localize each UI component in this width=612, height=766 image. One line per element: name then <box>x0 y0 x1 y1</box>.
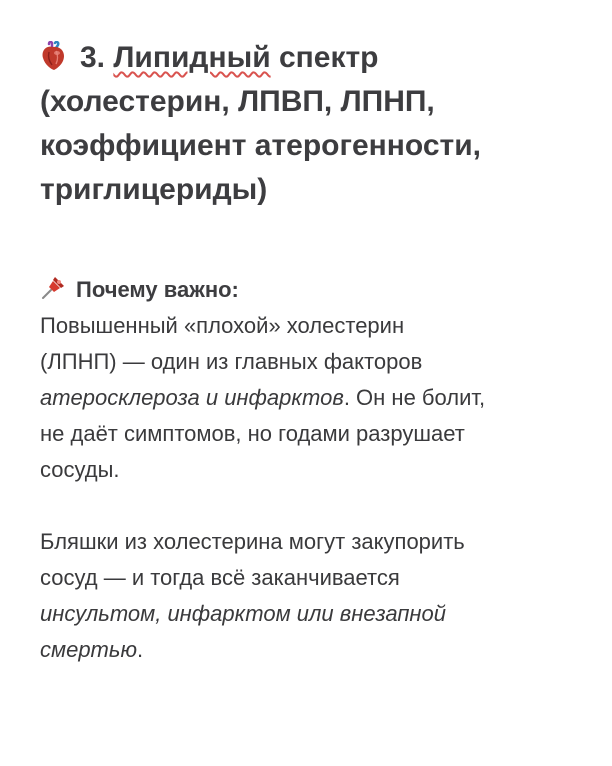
heading-line1-rest: спектр <box>270 41 379 74</box>
p1-line-5: сосуды. <box>40 457 120 482</box>
p2-italic-phrase-2: смертью <box>40 637 137 662</box>
p2-line-3 <box>40 596 580 632</box>
why-important-label <box>40 272 580 308</box>
heading-line-4: триглицериды) <box>40 173 268 206</box>
p2-line-4-rest: . <box>137 637 144 662</box>
p2-line-2: сосуд — и тогда всё заканчивается <box>40 565 400 590</box>
p1-line-4: не даёт симптомов, но годами разрушает <box>40 421 465 446</box>
p1-line-3-rest: . Он не болит, <box>343 385 486 410</box>
p2-line-1: Бляшки из холестерина могут закупорить <box>40 529 465 554</box>
anatomical-heart-icon <box>40 41 66 71</box>
p2-line-4 <box>40 632 580 668</box>
note-content <box>40 36 580 668</box>
p1-italic-phrase: атеросклероза и инфарктов <box>40 385 344 410</box>
heading-line-3: коэффициент атерогенности, <box>40 129 481 162</box>
paragraph-2 <box>40 524 580 668</box>
heading-line-1 <box>40 36 580 80</box>
heading-prefix: 3. <box>80 41 114 74</box>
p2-italic-phrase-1: инсультом, инфарктом или внезапной <box>40 601 447 626</box>
paragraph-1 <box>40 308 580 488</box>
heading-term: Липидный <box>113 41 271 74</box>
heading-line-2: (холестерин, ЛПВП, ЛПНП, <box>40 85 435 118</box>
pushpin-icon <box>40 275 66 301</box>
p1-line-2: (ЛПНП) — один из главных факторов <box>40 349 423 374</box>
section-heading <box>40 36 580 212</box>
why-important-text: Почему важно: <box>76 277 239 302</box>
p1-line-1: Повышенный «плохой» холестерин <box>40 313 405 338</box>
p1-line-3 <box>40 380 580 416</box>
